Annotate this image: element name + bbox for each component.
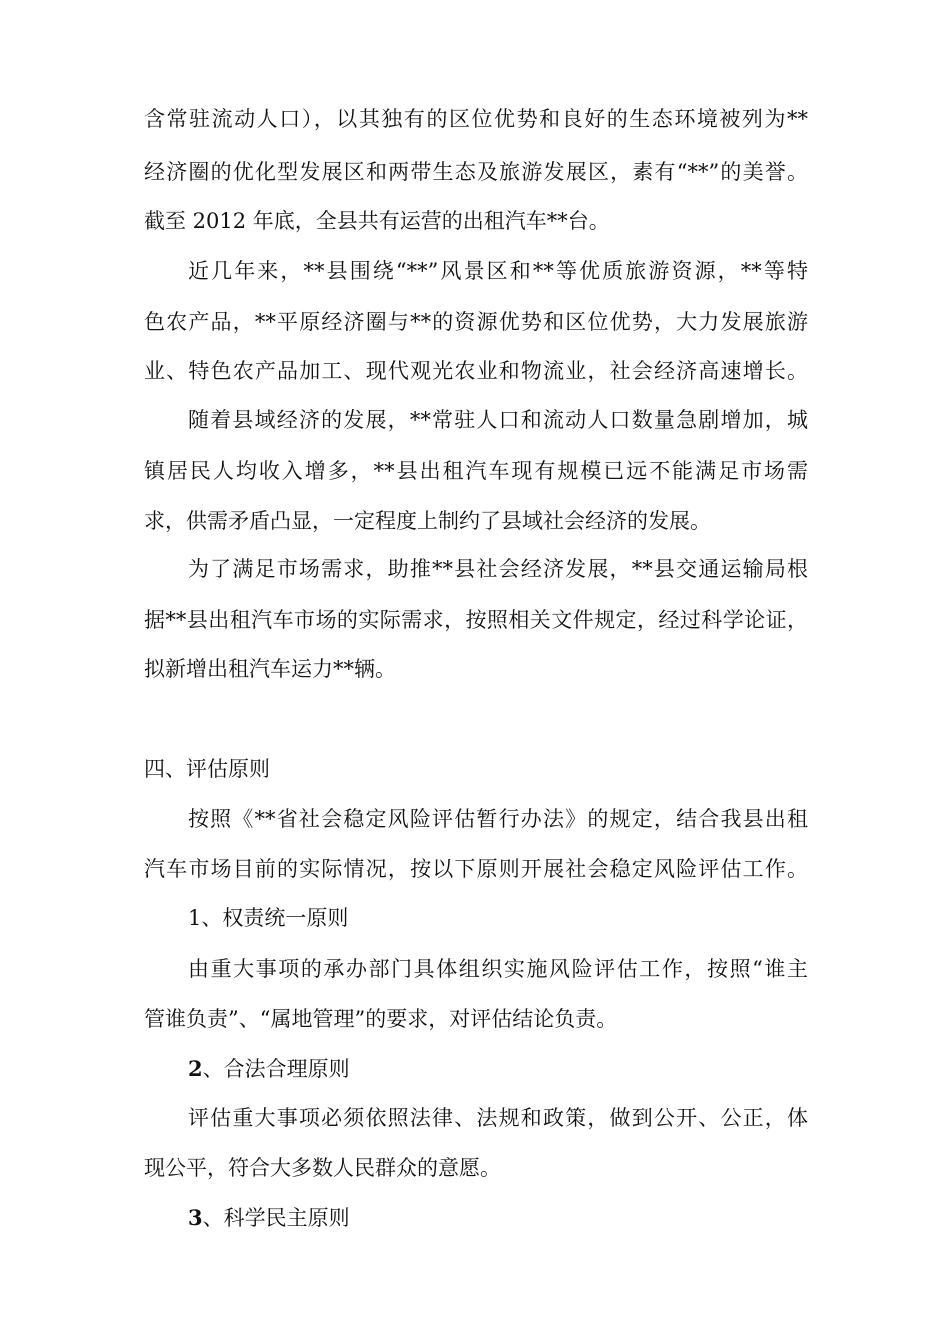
body-line: 为了满足市场需求，助推**县社会经济发展，**县交通运输局根 bbox=[188, 557, 808, 581]
body-line: 近几年来，**县围绕“**”风景区和**等优质旅游资源，**等特 bbox=[188, 259, 808, 283]
body-line: 经济圈的优化型发展区和两带生态及旅游发展区，素有“**”的美誉。 bbox=[144, 160, 808, 184]
principle-heading: 1、权责统一原则 bbox=[188, 906, 349, 930]
principle-number: 3 bbox=[188, 1205, 203, 1230]
principle-number: 2 bbox=[188, 1056, 203, 1081]
body-line: 截至 2012 年底，全县共有运营的出租汽车**台。 bbox=[144, 209, 610, 233]
principle-heading bbox=[188, 1204, 808, 1232]
body-line: 含常驻流动人口），以其独有的区位优势和良好的生态环境被列为** bbox=[144, 107, 808, 131]
body-line: 管谁负责”、“属地管理”的要求，对评估结论负责。 bbox=[144, 1007, 618, 1031]
section-heading: 四、评估原则 bbox=[144, 757, 270, 781]
body-line: 按照《**省社会稳定风险评估暂行办法》的规定，结合我县出租 bbox=[188, 807, 808, 831]
body-line: 求，供需矛盾凸显，一定程度上制约了县域社会经济的发展。 bbox=[144, 509, 711, 533]
body-line: 随着县域经济的发展，**常驻人口和流动人口数量急剧增加，城 bbox=[188, 408, 808, 432]
body-line: 评估重大事项必须依照法律、法规和政策，做到公开、公正，体 bbox=[188, 1106, 808, 1130]
body-line: 色农产品，**平原经济圈与**的资源优势和区位优势，大力发展旅游 bbox=[144, 310, 808, 334]
principle-title: 、科学民主原则 bbox=[202, 1206, 350, 1230]
principle-title: 、合法合理原则 bbox=[202, 1057, 350, 1081]
body-line: 拟新增出租汽车运力**辆。 bbox=[144, 657, 396, 681]
body-line: 据**县出租汽车市场的实际需求，按照相关文件规定，经过科学论证， bbox=[144, 608, 808, 632]
body-line: 现公平，符合大多数人民群众的意愿。 bbox=[144, 1156, 501, 1180]
body-line: 由重大事项的承办部门具体组织实施风险评估工作，按照“谁主 bbox=[188, 957, 808, 981]
body-line: 汽车市场目前的实际情况，按以下原则开展社会稳定风险评估工作。 bbox=[144, 857, 808, 881]
body-line: 业、特色农产品加工、现代观光农业和物流业，社会经济高速增长。 bbox=[144, 359, 808, 383]
body-line: 镇居民人均收入增多，**县出租汽车现有规模已远不能满足市场需 bbox=[144, 459, 808, 483]
principle-heading bbox=[188, 1055, 808, 1083]
